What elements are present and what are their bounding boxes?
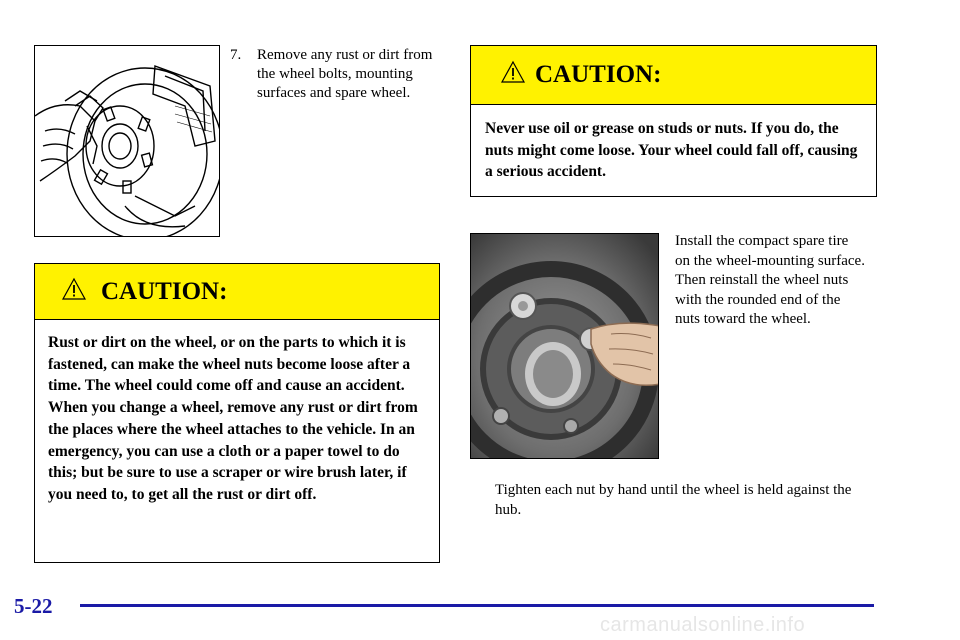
step-text: Remove any rust or dirt from the wheel bolts, mounting surfaces and spare wheel. bbox=[257, 47, 433, 101]
caution-header bbox=[471, 46, 876, 105]
warning-triangle-icon bbox=[500, 60, 526, 89]
install-spare-instructions: Install the compact spare tire on the wheel-mounting surface. Then reinstall the wheel nuts with the rounded end of the nuts toward the wheel. bbox=[675, 233, 865, 327]
wheel-hub-cleaning-illustration bbox=[34, 45, 220, 237]
footer-rule bbox=[80, 604, 874, 607]
caution-title: CAUTION: bbox=[101, 277, 228, 305]
watermark: carmanualsonline.info bbox=[600, 614, 806, 636]
tighten-nuts-instructions: Tighten each nut by hand until the wheel is held against the hub. bbox=[495, 482, 852, 518]
step-number: 7. bbox=[230, 47, 242, 63]
step-7 bbox=[230, 46, 442, 103]
caution-box-rust bbox=[34, 263, 440, 563]
caution-body: Never use oil or grease on studs or nuts. If you do, the nuts might come loose. Your wheel could fall off, causing a serious accident. bbox=[485, 120, 858, 181]
caution-header bbox=[35, 264, 439, 320]
spare-tire-install-photo bbox=[470, 233, 659, 459]
caution-box-oil bbox=[470, 45, 877, 197]
warning-triangle-icon bbox=[61, 277, 87, 306]
caution-body: Rust or dirt on the wheel, or on the parts to which it is fastened, can make the wheel nuts become loose after a time. The wheel could come off and cause an accident. When you change a wheel, remove any rust or dirt from the places where the wheel attaches to the vehicle. In an emergency, you can use a cloth or a paper towel to do this; but be sure to use a scraper or wire brush later, if you need to, to get all the rust or dirt off. bbox=[48, 334, 418, 503]
page-number: 5-22 bbox=[14, 594, 53, 618]
caution-title: CAUTION: bbox=[535, 61, 662, 88]
